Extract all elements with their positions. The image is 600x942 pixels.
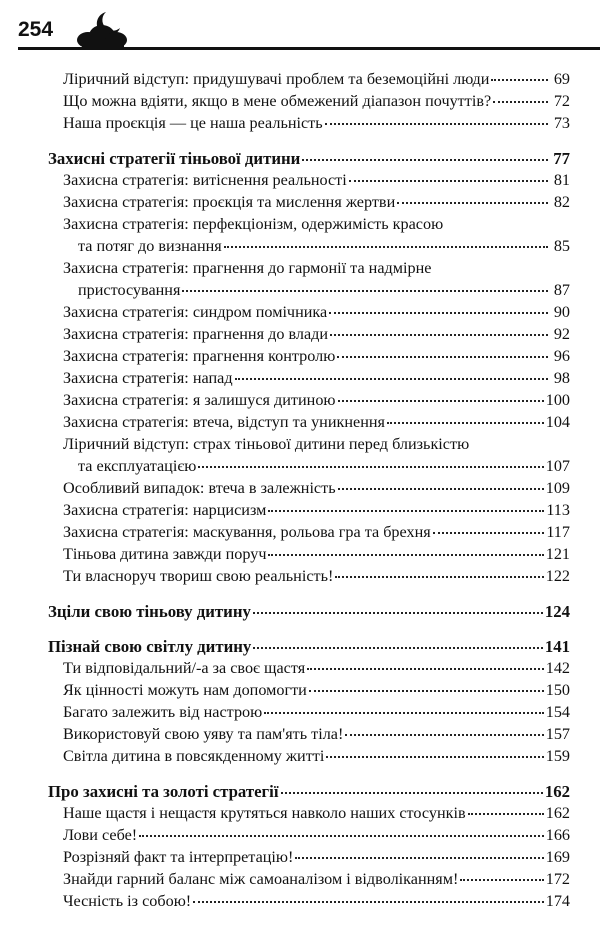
toc-entry [48, 804, 570, 826]
toc-entry-page: 107 [545, 457, 570, 475]
toc-entry [48, 347, 570, 369]
toc-entry-page: 166 [545, 826, 570, 844]
toc-entry [48, 826, 570, 848]
toc-entry-page: 81 [553, 171, 570, 189]
toc-entry [48, 870, 570, 892]
cloud-moon-icon [76, 8, 128, 48]
toc-entry-page: 69 [553, 70, 570, 88]
toc-entry-title: Особливий випадок: втеча в залежність [63, 479, 336, 497]
dot-leader [349, 180, 548, 182]
dot-leader [193, 901, 544, 903]
toc-entry-title-line1: Захисна стратегія: перфекціонізм, одержимість красою [63, 215, 444, 233]
section-gap [48, 589, 570, 602]
toc-entry [48, 703, 570, 725]
dot-leader [139, 835, 544, 837]
toc-entry-page: 159 [545, 747, 570, 765]
toc-entry-page: 162 [545, 804, 570, 822]
dot-leader [182, 290, 548, 292]
toc-entry-title: Захисні стратегії тіньової дитини [48, 149, 301, 168]
dot-leader [253, 612, 543, 614]
toc-entry-title: Пізнай свою світлу дитину [48, 637, 252, 656]
toc-entry [48, 325, 570, 347]
page-number: 254 [18, 18, 54, 41]
toc-entry-title: Що можна вдіяти, якщо в мене обмежений діапазон почуттів? [63, 92, 492, 110]
toc-entry [63, 281, 570, 303]
toc-entry-multiline [48, 259, 570, 303]
toc-section-heading [48, 637, 570, 659]
toc-entry-title: Знайди гарний баланс між самоаналізом і відволіканням! [63, 870, 459, 888]
toc-entry-title: Захисна стратегія: нарцисизм [63, 501, 267, 519]
toc-entry-title: Лови себе! [63, 826, 138, 844]
toc-entry-title: та експлуатацією [78, 457, 197, 475]
dot-leader [224, 246, 548, 248]
toc-entry [48, 747, 570, 769]
toc-entry-page: 157 [545, 725, 570, 743]
toc-entry-page: 142 [545, 659, 570, 677]
dot-leader [235, 378, 548, 380]
toc-entry-page: 109 [545, 479, 570, 497]
dot-leader [264, 712, 543, 714]
toc-entry-title: Ти власноруч твориш свою реальність! [63, 567, 334, 585]
header-rule [18, 47, 600, 50]
toc-entry [48, 303, 570, 325]
section-gap [48, 624, 570, 637]
toc-entry [48, 193, 570, 215]
toc-entry-title: Розрізняй факт та інтерпретацію! [63, 848, 294, 866]
toc-entry [48, 114, 570, 136]
toc-entry-page: 169 [545, 848, 570, 866]
toc-entry-title: Захисна стратегія: маскування, рольова гра та брехня [63, 523, 431, 541]
section-gap [48, 769, 570, 782]
page-header [0, 0, 600, 60]
dot-leader [335, 576, 543, 578]
toc-entry-title: Наше щастя і нещастя крутяться навколо наших стосунків [63, 804, 466, 822]
toc-entry-page: 98 [553, 369, 570, 387]
toc-entry-page: 162 [544, 782, 570, 801]
dot-leader [326, 756, 543, 758]
toc-entry-title: Захисна стратегія: прагнення до влади [63, 325, 329, 343]
toc-entry-title: Як цінності можуть нам допомогти [63, 681, 307, 699]
toc-entry [48, 545, 570, 567]
dot-leader [468, 813, 544, 815]
dot-leader [337, 356, 548, 358]
dot-leader [307, 668, 544, 670]
toc-entry [48, 92, 570, 114]
toc-section-heading [48, 782, 570, 804]
toc-entry-page: 150 [545, 681, 570, 699]
toc-entry-title: Захисна стратегія: я залишуся дитиною [63, 391, 336, 409]
toc-section-heading [48, 602, 570, 624]
toc-entry-page: 174 [545, 892, 570, 910]
dot-leader [253, 647, 543, 649]
toc-entry-title: Наша проєкція — це наша реальність [63, 114, 323, 132]
toc-entry-title: Світла дитина в повсякденному житті [63, 747, 325, 765]
toc-entry-title: Захисна стратегія: втеча, відступ та уникнення [63, 413, 385, 431]
toc-entry-title: та потяг до визнання [78, 237, 222, 255]
dot-leader [345, 734, 543, 736]
toc-entry [48, 659, 570, 681]
dot-leader [198, 466, 543, 468]
dot-leader [268, 510, 544, 512]
toc-entry-page: 96 [553, 347, 570, 365]
toc-entry-page: 117 [546, 523, 570, 541]
dot-leader [281, 792, 543, 794]
toc-entry-page: 87 [553, 281, 570, 299]
toc-entry-title: Використовуй свою уяву та пам'ять тіла! [63, 725, 344, 743]
toc-entry-page: 121 [545, 545, 570, 563]
toc-entry-page: 72 [553, 92, 570, 110]
toc-entry-title: Захисна стратегія: напад [63, 369, 233, 387]
section-gap [48, 136, 570, 149]
toc-entry-title: Ти відповідальний/-а за своє щастя [63, 659, 306, 677]
dot-leader [302, 159, 548, 161]
toc-entry-page: 122 [545, 567, 570, 585]
toc-entry [48, 391, 570, 413]
toc-entry [48, 413, 570, 435]
toc-entry [48, 681, 570, 703]
toc-entry [48, 567, 570, 589]
dot-leader [330, 334, 548, 336]
toc-entry-title: пристосування [78, 281, 181, 299]
toc-entry-page: 90 [553, 303, 570, 321]
toc-entry-title: Про захисні та золоті стратегії [48, 782, 279, 801]
dot-leader [268, 554, 543, 556]
toc-entry [63, 237, 570, 259]
toc-entry [48, 171, 570, 193]
dot-leader [433, 532, 545, 534]
dot-leader [325, 123, 548, 125]
toc-entry-page: 141 [544, 637, 570, 656]
dot-leader [493, 101, 548, 103]
dot-leader [329, 312, 548, 314]
toc-entry-page: 82 [553, 193, 570, 211]
dot-leader [338, 400, 544, 402]
toc-entry-title: Багато залежить від настрою [63, 703, 263, 721]
toc-entry-page: 113 [546, 501, 570, 519]
toc-entry-page: 100 [545, 391, 570, 409]
dot-leader [309, 690, 544, 692]
toc-entry-page: 154 [545, 703, 570, 721]
toc-entry-multiline [48, 435, 570, 479]
toc-entry-page: 73 [553, 114, 570, 132]
toc-entry-page: 172 [545, 870, 570, 888]
toc-entry-page: 77 [553, 149, 570, 168]
toc-entry [48, 369, 570, 391]
toc-entry-page: 92 [553, 325, 570, 343]
toc-entry [63, 457, 570, 479]
toc-entry [48, 848, 570, 870]
dot-leader [460, 879, 543, 881]
toc-entry-title: Зціли свою тіньову дитину [48, 602, 251, 621]
toc-entry [48, 892, 570, 914]
toc-entry [48, 501, 570, 523]
dot-leader [295, 857, 543, 859]
toc-entry [48, 479, 570, 501]
toc-entry-page: 124 [544, 602, 570, 621]
toc-entry-title: Захисна стратегія: проєкція та мислення жертви [63, 193, 396, 211]
toc-entry-title: Чесність із собою! [63, 892, 192, 910]
table-of-contents [48, 70, 570, 914]
toc-entry-page: 85 [553, 237, 570, 255]
toc-entry-title-line1: Захисна стратегія: прагнення до гармонії та надмірне [63, 259, 432, 277]
toc-entry [48, 725, 570, 747]
toc-entry-page: 104 [545, 413, 570, 431]
dot-leader [338, 488, 544, 490]
dot-leader [491, 79, 548, 81]
toc-entry-title: Захисна стратегія: витіснення реальності [63, 171, 347, 189]
toc-entry-title: Захисна стратегія: прагнення контролю [63, 347, 336, 365]
toc-entry-title: Захисна стратегія: синдром помічника [63, 303, 328, 321]
dot-leader [387, 422, 544, 424]
toc-entry-title: Ліричний відступ: придушувачі проблем та беземоційні люди [63, 70, 490, 88]
toc-entry-multiline [48, 215, 570, 259]
toc-entry [48, 70, 570, 92]
toc-entry [48, 523, 570, 545]
toc-entry-title: Тіньова дитина завжди поруч [63, 545, 267, 563]
toc-section-heading [48, 149, 570, 171]
dot-leader [397, 202, 548, 204]
toc-entry-title-line1: Ліричний відступ: страх тіньової дитини перед близькістю [63, 435, 470, 453]
